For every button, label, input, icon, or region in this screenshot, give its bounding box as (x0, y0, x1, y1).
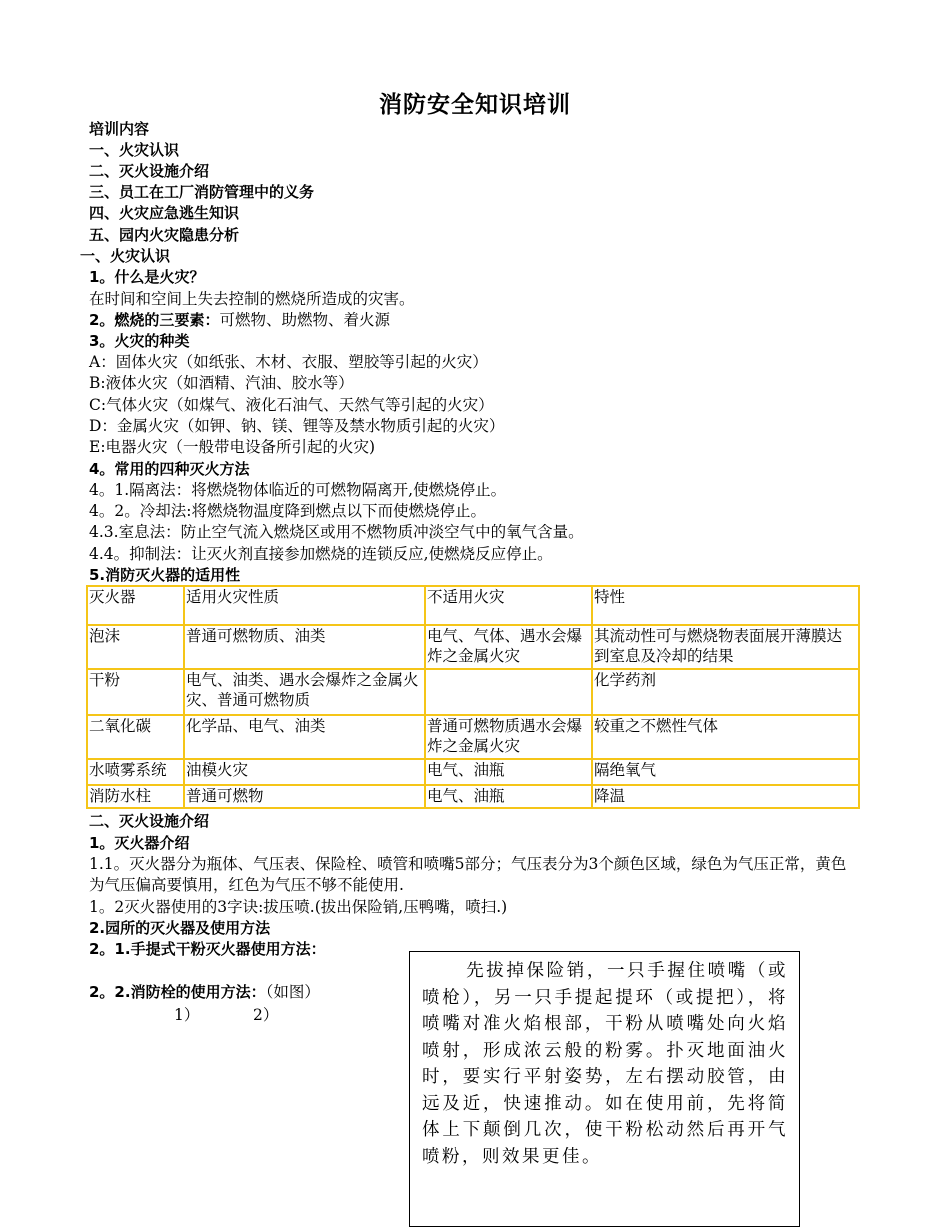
table-cell: 干粉 (87, 669, 184, 715)
outline-item: 五、园内火灾隐患分析 (89, 226, 240, 244)
fire-type-c: C:气体火灾（如煤气、液化石油气、天然气等引起的火灾） (89, 396, 494, 414)
table-cell (425, 669, 592, 715)
section2-sub22-line (89, 982, 320, 1003)
table-row (87, 669, 859, 715)
table-cell: 化学药剂 (592, 669, 859, 715)
outline-item: 三、员工在工厂消防管理中的义务 (89, 183, 315, 201)
outline-item: 四、火灾应急逃生知识 (89, 204, 240, 222)
table-cell: 油模火灾 (184, 759, 425, 785)
table-cell: 普通可燃物质遇水会爆炸之金属火灾 (425, 715, 592, 759)
section1-heading: 一、火灾认识 (80, 247, 171, 265)
figure-caption-2: 2） (253, 1006, 279, 1024)
section2-sub21: 2。1.手提式干粉灭火器使用方法： (89, 940, 326, 958)
fire-type-d: D：金属火灾（如钾、钠、镁、锂等及禁水物质引起的火灾） (89, 417, 505, 435)
q1-title: 1。什么是火灾？ (89, 268, 205, 286)
extinguisher-table (86, 585, 860, 809)
outline-item: 二、灭火设施介绍 (89, 162, 210, 180)
table-cell: 二氧化碳 (87, 715, 184, 759)
table-cell: 消防水柱 (87, 785, 184, 808)
table-row (87, 785, 859, 808)
method-2: 4。2。冷却法:将燃烧物温度降到燃点以下而使燃烧停止。 (89, 502, 486, 520)
table-cell: 电气、气体、遇水会爆炸之金属火灾 (425, 625, 592, 669)
table-header-cell: 灭火器 (87, 586, 184, 625)
table-row (87, 759, 859, 785)
table-cell: 水喷雾系统 (87, 759, 184, 785)
section2-heading: 二、灭火设施介绍 (89, 812, 210, 830)
table-header-cell: 不适用火灾 (425, 586, 592, 625)
section2-sub22: 2。2.消防栓的使用方法： (89, 983, 266, 1001)
q2-line (89, 310, 390, 331)
table-cell: 化学品、电气、油类 (184, 715, 425, 759)
table-cell: 电气、油瓶 (425, 785, 592, 808)
fire-type-b: B:液体火灾（如酒精、汽油、胶水等） (89, 374, 354, 392)
table-header-row (87, 586, 859, 625)
table-cell: 较重之不燃性气体 (592, 715, 859, 759)
table-cell: 普通可燃物 (184, 785, 425, 808)
method-1: 4。1.隔离法：将燃烧物体临近的可燃物隔离开,使燃烧停止。 (89, 481, 507, 499)
method-3: 4.3.室息法：防止空气流入燃烧区或用不燃物质冲淡空气中的氧气含量。 (89, 523, 584, 541)
section2-p1: 1.1。灭火器分为瓶体、气压表、保险栓、喷管和喷嘴5部分；气压表分为3个颜色区域，绿色为气压正常，黄色为气压偏高要慎用，红色为气压不够不能使用. (89, 855, 847, 894)
fire-type-a: A：固体火灾（如纸张、木材、衣服、塑胶等引起的火灾） (89, 353, 488, 371)
table-cell: 降温 (592, 785, 859, 808)
table-header-cell: 特性 (592, 586, 859, 625)
q5-title: 5.消防灭火器的适用性 (89, 566, 241, 584)
q1-text: 在时间和空间上失去控制的燃烧所造成的灾害。 (89, 290, 415, 308)
table-row (87, 715, 859, 759)
table-cell: 电气、油瓶 (425, 759, 592, 785)
method-4: 4.4。抑制法：让灭火剂直接参加燃烧的连锁反应,使燃烧反应停止。 (89, 545, 553, 563)
outline-heading: 培训内容 (89, 120, 150, 138)
section2-sub22-note: （如图） (265, 983, 320, 1001)
table-cell: 隔绝氧气 (592, 759, 859, 785)
outline-item: 一、火灾认识 (89, 141, 180, 159)
instruction-text: 先拔掉保险销，一只手握住喷嘴（或喷枪），另一只手提起提环（或提把），将喷嘴对准火焰根部，干粉从喷嘴处向火焰喷射，形成浓云般的粉雾。扑灭地面油火时，要实行平射姿势，左右摆动胶管，由远及近，快速推动。如在使用前，先将简体上下颠倒几次，使干粉松动然后再开气喷粉，则效果更佳。 (422, 961, 788, 1167)
section2-p2: 1。2灭火器使用的3字诀:拔压喷.(拔出保险销,压鸭嘴，喷扫.) (89, 898, 508, 916)
q2-text: 可燃物、助燃物、着火源 (219, 311, 390, 329)
table-row (87, 625, 859, 669)
page-title: 消防安全知识培训 (379, 92, 571, 118)
table-cell: 普通可燃物质、油类 (184, 625, 425, 669)
q2-title: 2。燃烧的三要素： (89, 311, 220, 329)
section2-sub2: 2.园所的灭火器及使用方法 (89, 919, 271, 937)
table-cell: 电气、油类、遇水会爆炸之金属火灾、普通可燃物质 (184, 669, 425, 715)
q3-title: 3。火灾的种类 (89, 332, 190, 350)
table-cell: 泡沫 (87, 625, 184, 669)
section2-sub1: 1。灭火器介绍 (89, 834, 190, 852)
instruction-text-box (409, 951, 800, 1227)
q4-title: 4。常用的四种灭火方法 (89, 460, 250, 478)
table-header-cell: 适用火灾性质 (184, 586, 425, 625)
table-cell: 其流动性可与燃烧物表面展开薄膜达到室息及冷却的结果 (592, 625, 859, 669)
figure-caption-1: 1） (174, 1006, 200, 1024)
fire-type-e: E:电器火灾（一般带电设备所引起的火灾) (89, 438, 376, 456)
